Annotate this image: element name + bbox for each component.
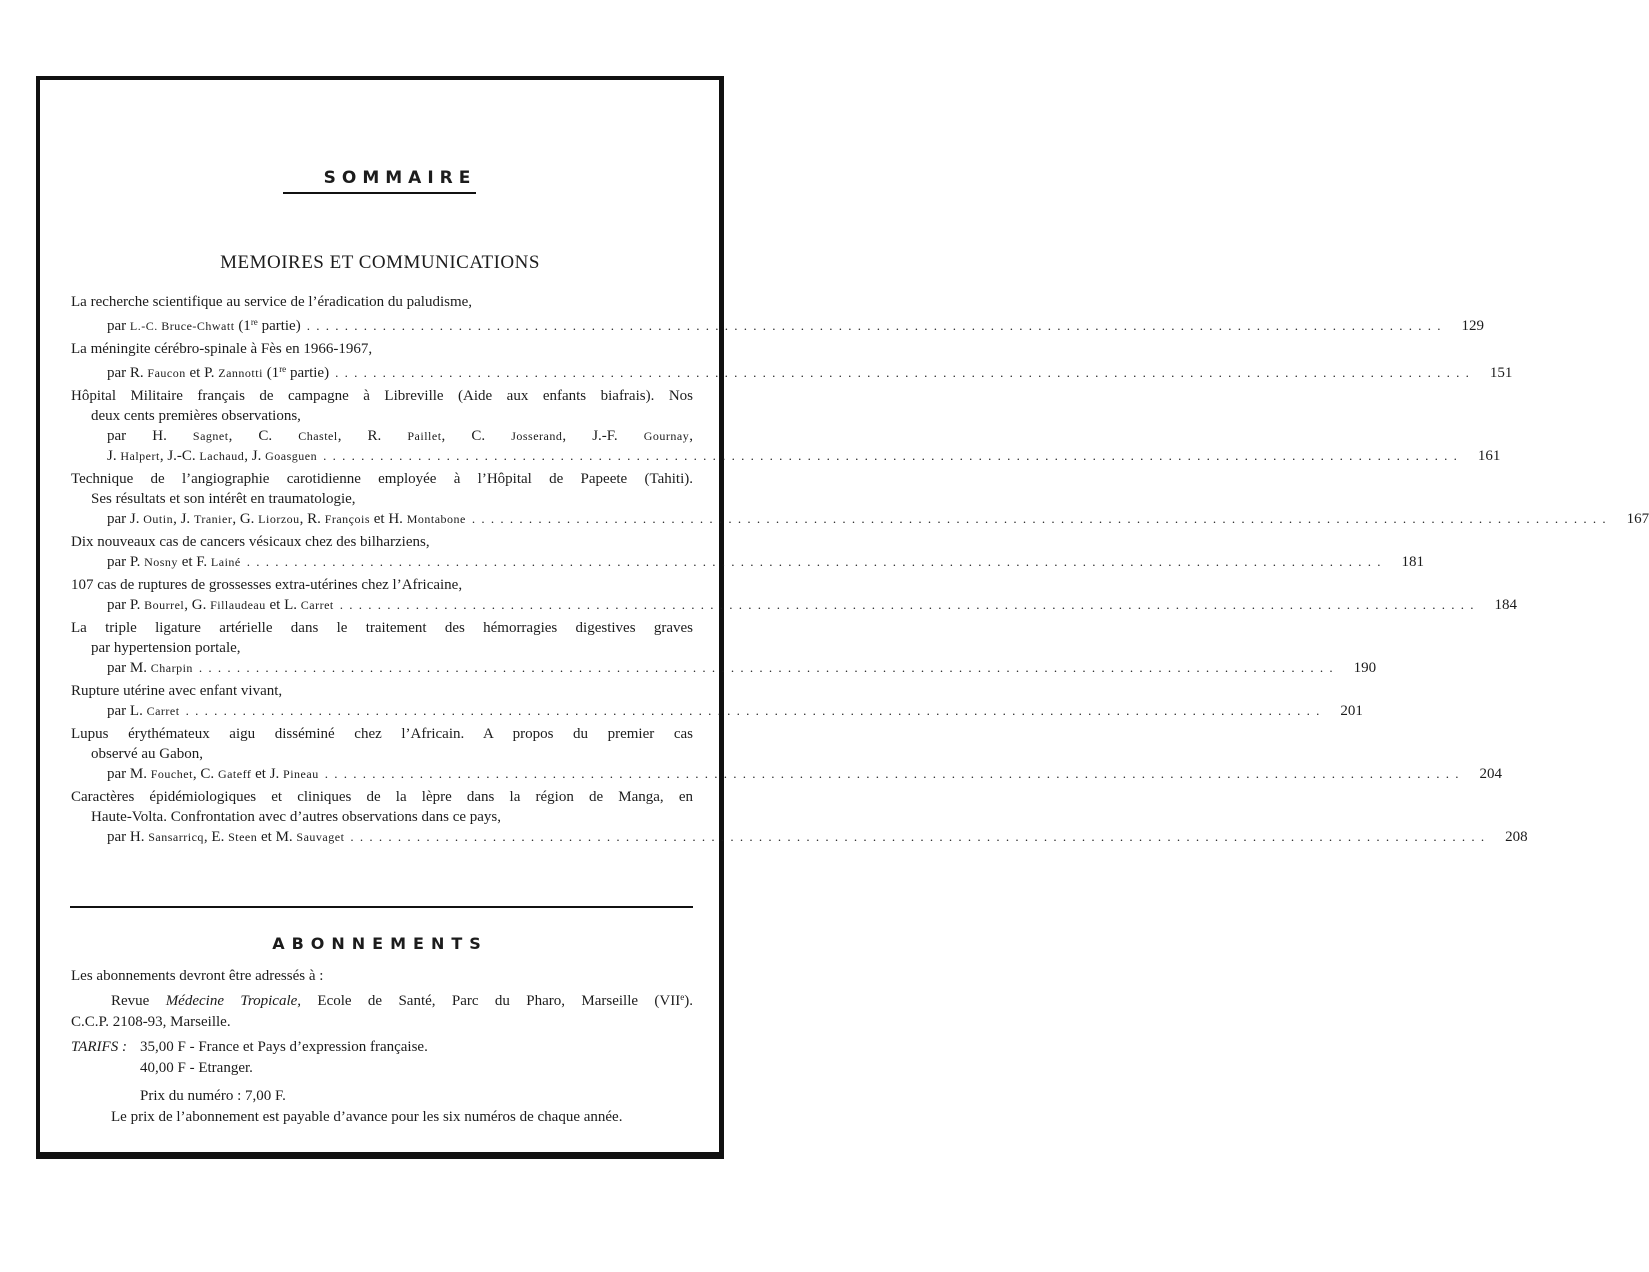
author-text: , [689,428,693,444]
author-name: Carret [300,598,334,612]
toc-entry [71,292,1484,336]
entry-authors-line [71,552,1424,572]
entry-title-line: 107 cas de ruptures de grossesses extra-utérines chez l’Africaine, [71,577,463,593]
author-text: et M. [257,829,297,845]
authors-text [107,426,693,446]
authors-text [107,312,301,336]
entry-authors-line [71,595,1517,615]
author-text: , C. [192,766,218,782]
author-name: Sansarricq [148,830,204,844]
prix-numero: Prix du numéro : 7,00 F. [140,1088,286,1104]
address-superscript: e [680,992,685,1002]
author-text: J. [107,448,121,464]
sommaire-underline [283,192,476,194]
dot-leader: . . . . . . . . . . . . . . . . . . . . . . . . . . . . . . . . . . . . . . . . . . . . . . . . . . . . . . . . . . . . . . . . . . . . . . . . . . . . . . . . . . . . . . . . . . . . . . . . . . . . . . . . . . . . . . . . . . . . . . . . [306,318,1442,333]
author-text: , C. [228,428,299,444]
author-text: , J. [244,448,266,464]
par-word: par [107,365,130,381]
dot-leader: . . . . . . . . . . . . . . . . . . . . . . . . . . . . . . . . . . . . . . . . . . . . . . . . . . . . . . . . . . . . . . . . . . . . . . . . . . . . . . . . . . . . . . . . . . . . . . . . . . . . . . . . . . . . . . . . . . . . . . . . [471,511,1608,526]
authors-text [107,446,317,466]
entry-title-line: Haute-Volta. Confrontation avec d’autres observations dans ce pays, [91,809,502,825]
entry-authors-line [71,312,1484,336]
author-name: Outin [143,512,174,526]
par-word: par [107,554,130,570]
entry-title-line: deux cents premières observations, [91,408,301,424]
entry-authors-line [71,359,1513,383]
author-text: , R. [299,511,325,527]
author-text: J. [129,511,144,527]
author-name: Zannotti [218,366,263,380]
abonnements-intro: Les abonnements devront être adressés à : [71,968,324,984]
sommaire-heading: SOMMAIRE [323,168,477,188]
entry-authors-line [71,446,1501,466]
entry-title-line: Hôpital Militaire français de campagne à Libreville (Aide aux enfants biafrais). Nos [71,388,693,404]
author-text: H. [152,428,193,444]
entry-authors-line [71,509,1649,529]
author-name: Paillet [407,429,442,443]
address-text: Ecole de Santé, Parc du Pharo, Marseille (VII [301,993,681,1009]
toc-entry [71,724,1502,784]
toc-entry [71,681,1363,721]
author-name: Pineau [283,767,319,781]
author-name: Lainé [210,555,241,569]
par-word: par [107,511,130,527]
author-name: Sauvaget [296,830,345,844]
dot-leader: . . . . . . . . . . . . . . . . . . . . . . . . . . . . . . . . . . . . . . . . . . . . . . . . . . . . . . . . . . . . . . . . . . . . . . . . . . . . . . . . . . . . . . . . . . . . . . . . . . . . . . . . . . . . . . . . . . . . . . . . [350,829,1486,844]
author-text: et H. [370,511,407,527]
author-text: et P. [185,365,219,381]
toc-entry [71,532,1424,572]
authors-text [107,595,334,615]
par-word: par [107,428,153,444]
page-number: 201 [1340,703,1363,719]
author-text: , J.-F. [562,428,644,444]
author-name: Tranier [193,512,233,526]
author-text: (1 [262,365,280,381]
dot-leader: . . . . . . . . . . . . . . . . . . . . . . . . . . . . . . . . . . . . . . . . . . . . . . . . . . . . . . . . . . . . . . . . . . . . . . . . . . . . . . . . . . . . . . . . . . . . . . . . . . . . . . . . . . . . . . . . . . . . . . . . [246,554,1382,569]
entry-title-line: observé au Gabon, [91,746,204,762]
toc-entry [71,339,1513,383]
author-name: Fillaudeau [210,598,266,612]
payment-note: Le prix de l’abonnement est payable d’avance pour les six numéros de chaque année. [111,1109,623,1125]
entry-title-line: par hypertension portale, [91,640,241,656]
author-name: Lachaud [199,449,245,463]
author-text: , C. [441,428,512,444]
author-text: re [279,364,287,374]
author-text: et J. [251,766,284,782]
ccp-line: C.C.P. 2108-93, Marseille. [71,1014,231,1030]
author-text: , G. [232,511,259,527]
tarif-france-row [71,1037,693,1058]
author-text: partie) [257,318,301,334]
author-text: P. [129,554,145,570]
toc-entry [71,575,1517,615]
authors-text [107,701,180,721]
section-divider [70,906,693,908]
dot-leader: . . . . . . . . . . . . . . . . . . . . . . . . . . . . . . . . . . . . . . . . . . . . . . . . . . . . . . . . . . . . . . . . . . . . . . . . . . . . . . . . . . . . . . . . . . . . . . . . . . . . . . . . . . . . . . . . . . . . . . . . [339,597,1475,612]
page-number: 161 [1477,448,1501,464]
author-text: (1 [234,318,251,334]
author-name: Chastel [298,429,338,443]
author-name: François [324,512,371,526]
entry-title-line: Technique de l’angiographie carotidienne employée à l’Hôpital de Papeete (Tahiti). [71,471,693,487]
authors-text [107,658,193,678]
table-of-contents [71,292,1649,850]
author-name: Carret [146,704,180,718]
page-number: 204 [1479,766,1502,782]
toc-entry [71,787,1528,847]
author-name: Gateff [217,767,252,781]
tarif-france: 35,00 F - France et Pays d’expression française. [140,1039,428,1055]
author-name: Goasguen [265,449,318,463]
authors-text [107,827,344,847]
authors-text [107,552,241,572]
entry-title-line: La recherche scientifique au service de l’éradication du paludisme, [71,294,473,310]
author-name: Liorzou [258,512,300,526]
page-number: 129 [1461,318,1484,334]
toc-entry [71,618,1377,678]
author-name: L.-C. Bruce-Chwatt [129,319,235,333]
entry-title-line: Ses résultats et son intérêt en traumatologie, [91,491,356,507]
entry-title-line: La méningite cérébro-spinale à Fès en 1966-1967, [71,341,373,357]
author-name: Montabone [406,512,466,526]
entry-title-line: Lupus érythémateux aigu disséminé chez l’Africain. A propos du premier cas [71,726,693,742]
par-word: par [107,766,130,782]
author-name: Sagnet [192,429,229,443]
author-text: , J. [173,511,194,527]
author-text: , G. [184,597,211,613]
par-word: par [107,597,130,613]
entry-authors-line [71,764,1502,784]
abonnements-section [71,966,693,1128]
author-text: M. [129,766,151,782]
author-name: Bourrel [144,598,185,612]
entry-title-line: Rupture utérine avec enfant vivant, [71,683,283,699]
author-name: Steen [228,830,258,844]
author-text: M. [129,660,151,676]
author-text: , E. [203,829,229,845]
page-number: 190 [1353,660,1377,676]
author-name: Faucon [147,366,186,380]
par-word: par [107,829,130,845]
address-prefix: Revue [111,993,166,1009]
tarif-etranger: 40,00 F - Etranger. [140,1060,253,1076]
journal-name: Médecine Tropicale, [165,993,302,1009]
toc-entry [71,386,1501,466]
dot-leader: . . . . . . . . . . . . . . . . . . . . . . . . . . . . . . . . . . . . . . . . . . . . . . . . . . . . . . . . . . . . . . . . . . . . . . . . . . . . . . . . . . . . . . . . . . . . . . . . . . . . . . . . . . . . . . . . . . . . . . . . [335,365,1471,380]
authors-text [107,509,466,529]
par-word: par [107,703,130,719]
author-text: R. [129,365,148,381]
authors-text [107,764,319,784]
author-name: Fouchet [150,767,193,781]
entry-title-line: La triple ligature artérielle dans le traitement des hémorragies digestives graves [71,620,693,636]
par-word: par [107,660,130,676]
dot-leader: . . . . . . . . . . . . . . . . . . . . . . . . . . . . . . . . . . . . . . . . . . . . . . . . . . . . . . . . . . . . . . . . . . . . . . . . . . . . . . . . . . . . . . . . . . . . . . . . . . . . . . . . . . . . . . . . . . . . . . . . [323,448,1459,463]
address-end: ). [684,993,693,1009]
entry-title-line: Dix nouveaux cas de cancers vésicaux chez des bilharziens, [71,534,430,550]
author-text: H. [129,829,149,845]
author-name: Charpin [150,661,193,675]
author-text: re [250,317,258,327]
author-text: L. [129,703,147,719]
page-number: 167 [1626,511,1649,527]
entry-title-line: Caractères épidémiologiques et cliniques de la lèpre dans la région de Manga, en [71,789,693,805]
par-word: par [107,318,130,334]
author-text: partie) [286,365,330,381]
tarifs-label: TARIFS : [71,1039,127,1055]
dot-leader: . . . . . . . . . . . . . . . . . . . . . . . . . . . . . . . . . . . . . . . . . . . . . . . . . . . . . . . . . . . . . . . . . . . . . . . . . . . . . . . . . . . . . . . . . . . . . . . . . . . . . . . . . . . . . . . . . . . . . . . . [185,703,1321,718]
entry-authors-line [71,658,1377,678]
page-number: 151 [1489,365,1513,381]
page-number: 184 [1494,597,1517,613]
author-name: Gournay [643,429,690,443]
author-text: et F. [177,554,211,570]
entry-authors-line [71,426,693,446]
author-name: Josserand [511,429,563,443]
page-number: 181 [1401,554,1424,570]
author-text: , J.-C. [159,448,200,464]
entry-authors-line [71,701,1363,721]
author-name: Halpert [120,449,160,463]
toc-entry [71,469,1649,529]
page-number: 208 [1505,829,1528,845]
address-line [71,987,693,1012]
authors-text [107,359,329,383]
author-text: et L. [265,597,301,613]
author-name: Nosny [144,555,178,569]
abonnements-heading: ABONNEMENTS [272,934,488,953]
dot-leader: . . . . . . . . . . . . . . . . . . . . . . . . . . . . . . . . . . . . . . . . . . . . . . . . . . . . . . . . . . . . . . . . . . . . . . . . . . . . . . . . . . . . . . . . . . . . . . . . . . . . . . . . . . . . . . . . . . . . . . . . [198,660,1335,675]
dot-leader: . . . . . . . . . . . . . . . . . . . . . . . . . . . . . . . . . . . . . . . . . . . . . . . . . . . . . . . . . . . . . . . . . . . . . . . . . . . . . . . . . . . . . . . . . . . . . . . . . . . . . . . . . . . . . . . . . . . . . . . . [324,766,1460,781]
author-text: , R. [337,428,408,444]
entry-authors-line [71,827,1528,847]
section-title: MEMOIRES ET COMMUNICATIONS [220,252,540,273]
author-text: P. [129,597,145,613]
